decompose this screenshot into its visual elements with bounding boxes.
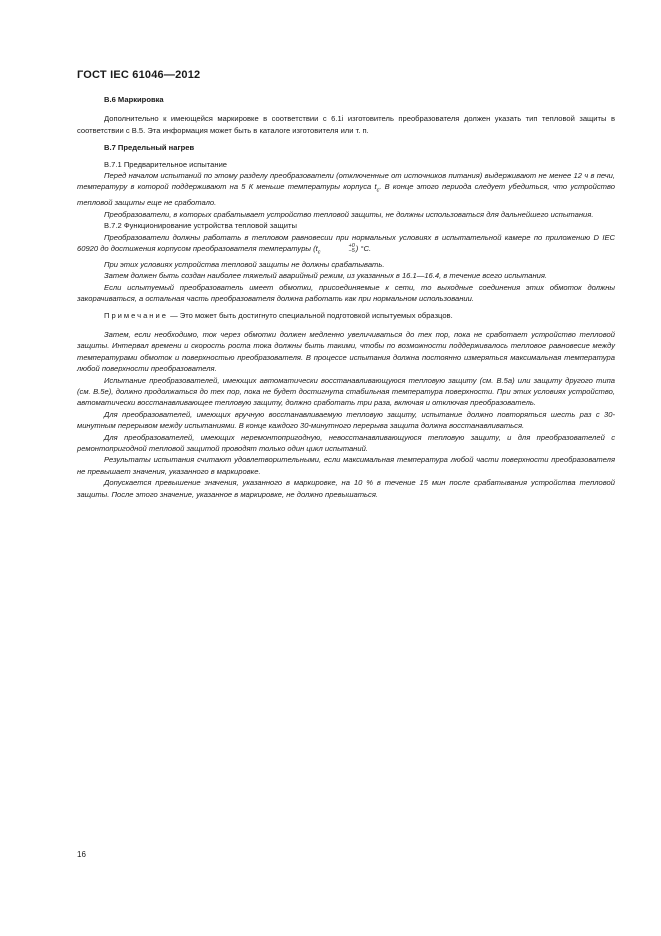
- paragraph: Допускается превышение значения, указанного в маркировке, на 10 % в течение 15 мин после срабатывания устройства тепловой защиты. После этого значение, указанное в маркировке, не должно превышаться.: [77, 478, 615, 499]
- paragraph: Преобразователи должны работать в тепловом равновесии при нормальных условиях в испытательной камере по приложению D IEC 60920 до достижения корпусом преобразователя температуры ($t_c$ +0 −5 ) °C.: [77, 232, 615, 256]
- paragraph: Результаты испытания считают удовлетворительными, если максимальная температура любой части поверхности преобразователя не превышает значения, указанного в маркировке.: [77, 455, 615, 476]
- section-heading-b6: В.6 Маркировка: [104, 95, 164, 104]
- note-text: — Это может быть достигнуто специальной подготовкой испытуемых образцов.: [167, 310, 453, 320]
- paragraph: Дополнительно к имеющейся маркировке в соответствии с 6.1i изготовитель преобразователя должен указать тип тепловой защиты в соответствии с В.5. Эта информация может быть в каталоге изготовителя или т. п.: [77, 114, 615, 135]
- subsection-title-b71: В.7.1 Предварительное испытание: [104, 159, 228, 169]
- paragraph: Затем должен быть создан наиболее тяжелый аварийный режим, из указанных в 16.1—16.4, в течение всего испытания.: [104, 271, 548, 281]
- paragraph: При этих условиях устройства тепловой защиты не должны срабатывать.: [104, 259, 385, 269]
- section-heading-b7: В.7 Предельный нагрев: [104, 143, 195, 153]
- document-header: ГОСТ IEC 61046—2012: [77, 69, 201, 81]
- note: [77, 310, 615, 321]
- paragraph: Перед началом испытаний по этому разделу преобразователи (отключенные от источников питания) выдерживают не менее 12 ч в печи, температуру в которой поддерживают на 5 К меньше температуры корпуса $t_c$. В конце этого периода следует убедиться, что устройство тепловой защиты еще не сработало.: [77, 171, 615, 208]
- note-label: Примечание: [104, 310, 168, 320]
- paragraph: Для преобразователей, имеющих неремонтопригодную, невосстанавливающуюся тепловую защиту, и для преобразователей с ремонтопригодной тепловой защитой проводят только один цикл испытаний.: [77, 432, 615, 453]
- paragraph: Преобразователи, в которых срабатывает устройство тепловой защиты, не должны использоваться для дальнейшего испытания.: [104, 209, 594, 219]
- subsection-title-b72: В.7.2 Функционирование устройства тепловой защиты: [104, 221, 297, 231]
- paragraph: Если испытуемый преобразователь имеет обмотки, присоединяемые к сети, то выходные соединения этих обмоток должны закорачиваться, а остальная часть преобразователя должна работать как при нормальном использовании.: [77, 282, 615, 304]
- paragraph: Для преобразователей, имеющих вручную восстанавливаемую тепловую защиту, испытание должно повторяться шесть раз с 30-минутным перерывом между испытаниями. В конце каждого 30-минутного перерыва защита должна восстанавливаться.: [77, 409, 615, 431]
- page-number: 16: [77, 850, 86, 859]
- paragraph: Испытание преобразователей, имеющих автоматически восстанавливающуюся тепловую защиту (см. В.5а) или защиту другого типа (см. В.5е), должно продолжаться до тех пор, пока не будет достигнута стабильная температура поверхности. При этих условиях устройство, автоматически восстанавливающее тепловую защиту, должно сработать три раза, включая и отключая преобразователь.: [77, 375, 615, 408]
- document-body: [77, 94, 615, 500]
- paragraph: Затем, если необходимо, ток через обмотки должен медленно увеличиваться до тех пор, пока не сработает устройство тепловой защиты. Интервал времени и скорость роста тока должны быть такими, чтобы по возможности поддерживалось тепловое равновесие между температурами обмоток и поверхностью преобразователя. В процессе испытания должна постоянно измеряться максимальная температура любой поверхности преобразователя.: [77, 329, 615, 374]
